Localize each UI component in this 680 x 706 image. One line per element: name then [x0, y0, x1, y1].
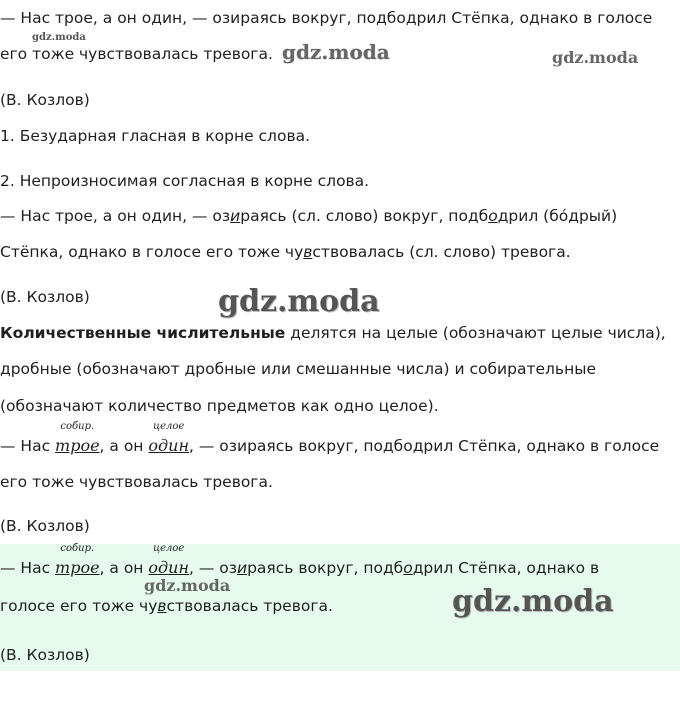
annotated-word	[55, 543, 100, 578]
text-line: дробные (обозначают дробные или смешанные числа) и собирательные	[0, 360, 596, 378]
watermark: gdz.moda	[144, 576, 231, 595]
text-segment: — Нас	[0, 437, 56, 455]
rule-item: 2. Непроизносимая согласная в корне слова.	[0, 172, 370, 190]
author-credit: (В. Козлов)	[0, 91, 90, 109]
text-line	[0, 206, 617, 226]
watermark: gdz.moda	[452, 584, 614, 619]
term: Количественные числительные	[0, 324, 286, 342]
author-credit: (В. Козлов)	[0, 646, 90, 664]
text-segment: дрил (бóдрый)	[497, 207, 618, 225]
text-segment: дрил Стёпка, однако в	[412, 559, 600, 577]
author-credit: (В. Козлов)	[0, 517, 90, 535]
highlighted-letter: и	[237, 559, 248, 577]
text-segment: , — оз	[189, 559, 238, 577]
underlined-word: один	[148, 436, 189, 455]
annotated-word	[148, 543, 189, 578]
text-line	[0, 543, 600, 578]
text-segment: ствовалась (сл. слово) тревога.	[312, 243, 571, 261]
text-segment: — Нас трое, а он один, — оз	[0, 207, 231, 225]
underlined-word: трое	[55, 558, 100, 577]
annotated-word	[148, 421, 189, 456]
text-segment: , а он	[99, 559, 149, 577]
text-segment: , а он	[99, 437, 149, 455]
text-line	[0, 596, 333, 616]
text-line	[0, 242, 571, 262]
text-segment: — Нас	[0, 559, 56, 577]
text-segment: Стёпка, однако в голосе его тоже чу	[0, 243, 304, 261]
watermark: gdz.moda	[32, 32, 86, 43]
highlighted-letter: о	[488, 207, 498, 225]
text-line: — Нас трое, а он один, — озираясь вокруг, подбодрил Стёпка, однако в голосе	[0, 9, 653, 27]
annotated-word	[55, 421, 100, 456]
highlighted-letter: о	[403, 559, 413, 577]
word-annotation: собир.	[60, 421, 95, 432]
text-segment: ствовалась тревога.	[166, 597, 333, 615]
underlined-word: один	[148, 558, 189, 577]
highlighted-letter: в	[303, 243, 313, 261]
word-annotation: собир.	[60, 543, 95, 554]
word-annotation: целое	[153, 543, 185, 554]
text-segment: голосе его тоже чу	[0, 597, 158, 615]
watermark: gdz.moda	[552, 48, 639, 67]
highlighted-letter: в	[157, 597, 167, 615]
underlined-word: трое	[55, 436, 100, 455]
watermark: gdz.moda	[282, 40, 390, 64]
text-line: его тоже чувствовалась тревога.	[0, 473, 273, 491]
watermark: gdz.moda	[218, 284, 380, 319]
text-line: его тоже чувствовалась тревога.	[0, 45, 273, 63]
text-segment: , — озираясь вокруг, подбодрил Стёпка, однако в голосе	[189, 437, 660, 455]
text-segment: раясь вокруг, подб	[247, 559, 404, 577]
rule-item: 1. Безударная гласная в корне слова.	[0, 127, 311, 145]
word-annotation: целое	[153, 421, 185, 432]
author-credit: (В. Козлов)	[0, 288, 90, 306]
text-line	[0, 323, 666, 343]
text-line	[0, 421, 660, 456]
text-segment: раясь (сл. слово) вокруг, подб	[240, 207, 489, 225]
text-segment: делятся на целые (обозначают целые числа),	[285, 324, 666, 342]
text-line: (обозначают количество предметов как одно целое).	[0, 397, 439, 415]
highlighted-letter: и	[230, 207, 241, 225]
